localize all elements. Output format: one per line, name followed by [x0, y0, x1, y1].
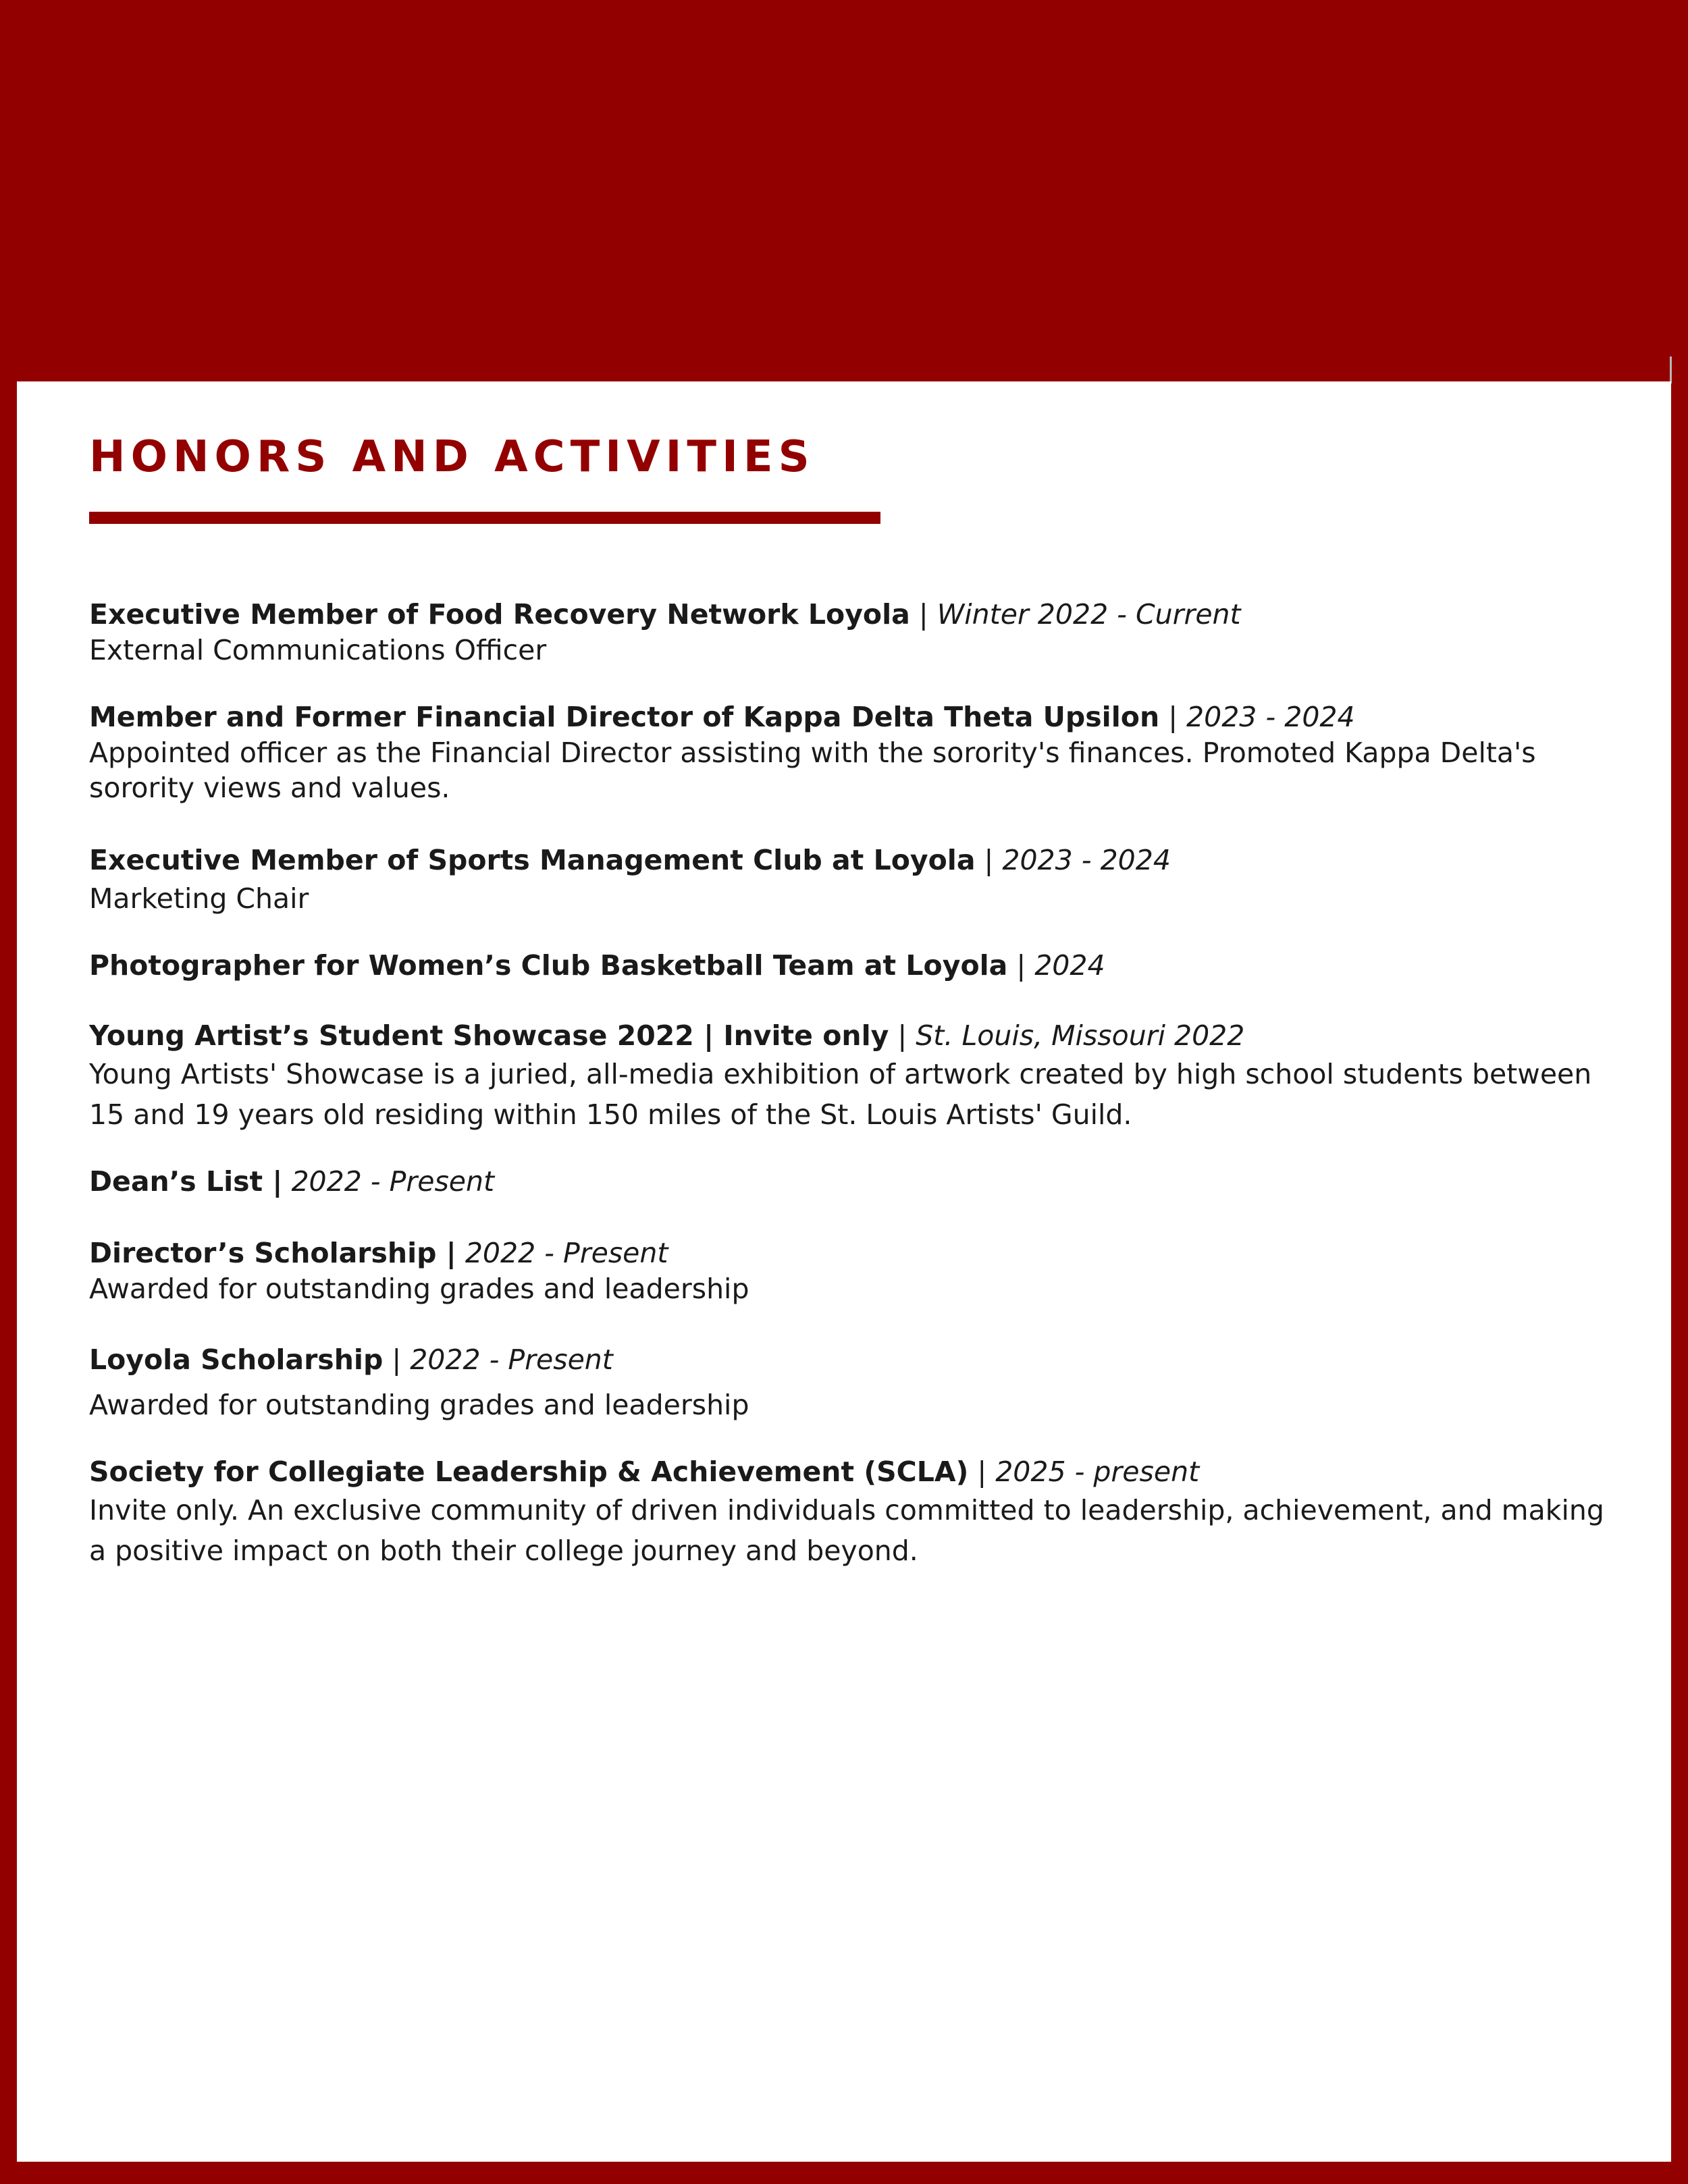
entry-heading: [89, 1454, 1629, 1490]
entry-date: 2022 - Present: [465, 1237, 668, 1269]
entry-heading: [89, 1017, 1629, 1054]
entry-separator: |: [975, 844, 1003, 876]
entry-description: Young Artists' Showcase is a juried, all-media exhibition of artwork created by high school students between 15 and 19 years old residing within 150 miles of the St. Louis Artists' Guild.: [89, 1058, 1592, 1131]
entry-separator: [456, 1237, 465, 1269]
content-panel: [17, 381, 1671, 2162]
entry-heading: [89, 947, 1629, 984]
entry-date: Winter 2022 - Current: [937, 598, 1241, 631]
panel-edge-line: [1670, 356, 1672, 383]
entry-photographer: [89, 947, 1629, 984]
entry-title: Young Artist’s Student Showcase 2022 | Invite only: [89, 1019, 889, 1052]
entry-sports-management: [89, 842, 1629, 919]
entry-directors-scholarship: [89, 1235, 1629, 1306]
header-band: [0, 0, 1688, 381]
title-underline: [89, 512, 880, 524]
entry-title: Photographer for Women’s Club Basketball Team at Loyola: [89, 949, 1008, 982]
entry-heading: [89, 1163, 1629, 1200]
entry-heading: [89, 1235, 1629, 1271]
entry-description: Marketing Chair: [89, 882, 309, 915]
entry-date: 2023 - 2024: [1002, 844, 1171, 876]
entry-heading: [89, 1341, 1629, 1378]
entry-separator: |: [1159, 701, 1187, 733]
entries-list: [89, 596, 1629, 1571]
entry-title: Member and Former Financial Director of Kappa Delta Theta Upsilon: [89, 701, 1160, 733]
entry-title: Society for Collegiate Leadership & Achievement (SCLA): [89, 1456, 969, 1488]
entry-date: 2025 - present: [995, 1456, 1200, 1488]
entry-separator: |: [889, 1019, 916, 1052]
entry-young-artists: [89, 1017, 1629, 1135]
entry-heading: [89, 842, 1629, 878]
entry-heading: [89, 699, 1629, 735]
entry-date: 2022 - Present: [410, 1343, 613, 1376]
entry-description: Awarded for outstanding grades and leadership: [89, 1273, 749, 1305]
entry-date: 2022 - Present: [291, 1165, 495, 1198]
entry-description: Awarded for outstanding grades and leadership: [89, 1389, 749, 1421]
section-title: HONORS AND ACTIVITIES: [89, 432, 815, 482]
entry-heading: [89, 596, 1629, 633]
entry-title: Executive Member of Food Recovery Network Loyola: [89, 598, 910, 631]
entry-separator: [282, 1165, 291, 1198]
entry-description: Invite only. An exclusive community of driven individuals committed to leadership, achievement, and making a positive impact on both their college journey and beyond.: [89, 1494, 1604, 1567]
entry-separator: |: [909, 598, 937, 631]
entry-separator: |: [1007, 949, 1035, 982]
entry-separator: |: [383, 1343, 411, 1376]
entry-title: Loyola Scholarship: [89, 1343, 384, 1376]
entry-kappa-delta: [89, 699, 1629, 805]
entry-title: Dean’s List |: [89, 1165, 283, 1198]
entry-description: Appointed officer as the Financial Director assisting with the sorority's finances. Promoted Kappa Delta's sorority views and values.: [89, 737, 1536, 804]
entry-date: St. Louis, Missouri 2022: [916, 1019, 1245, 1052]
entry-separator: |: [968, 1456, 996, 1488]
entry-food-recovery: [89, 596, 1629, 668]
entry-date: 2023 - 2024: [1186, 701, 1355, 733]
entry-loyola-scholarship: [89, 1341, 1629, 1425]
entry-deans-list: [89, 1163, 1629, 1200]
entry-title: Executive Member of Sports Management Club at Loyola: [89, 844, 976, 876]
entry-title: Director’s Scholarship |: [89, 1237, 456, 1269]
entry-date: 2024: [1034, 949, 1105, 982]
entry-scla: [89, 1454, 1629, 1571]
entry-description: External Communications Officer: [89, 634, 547, 666]
